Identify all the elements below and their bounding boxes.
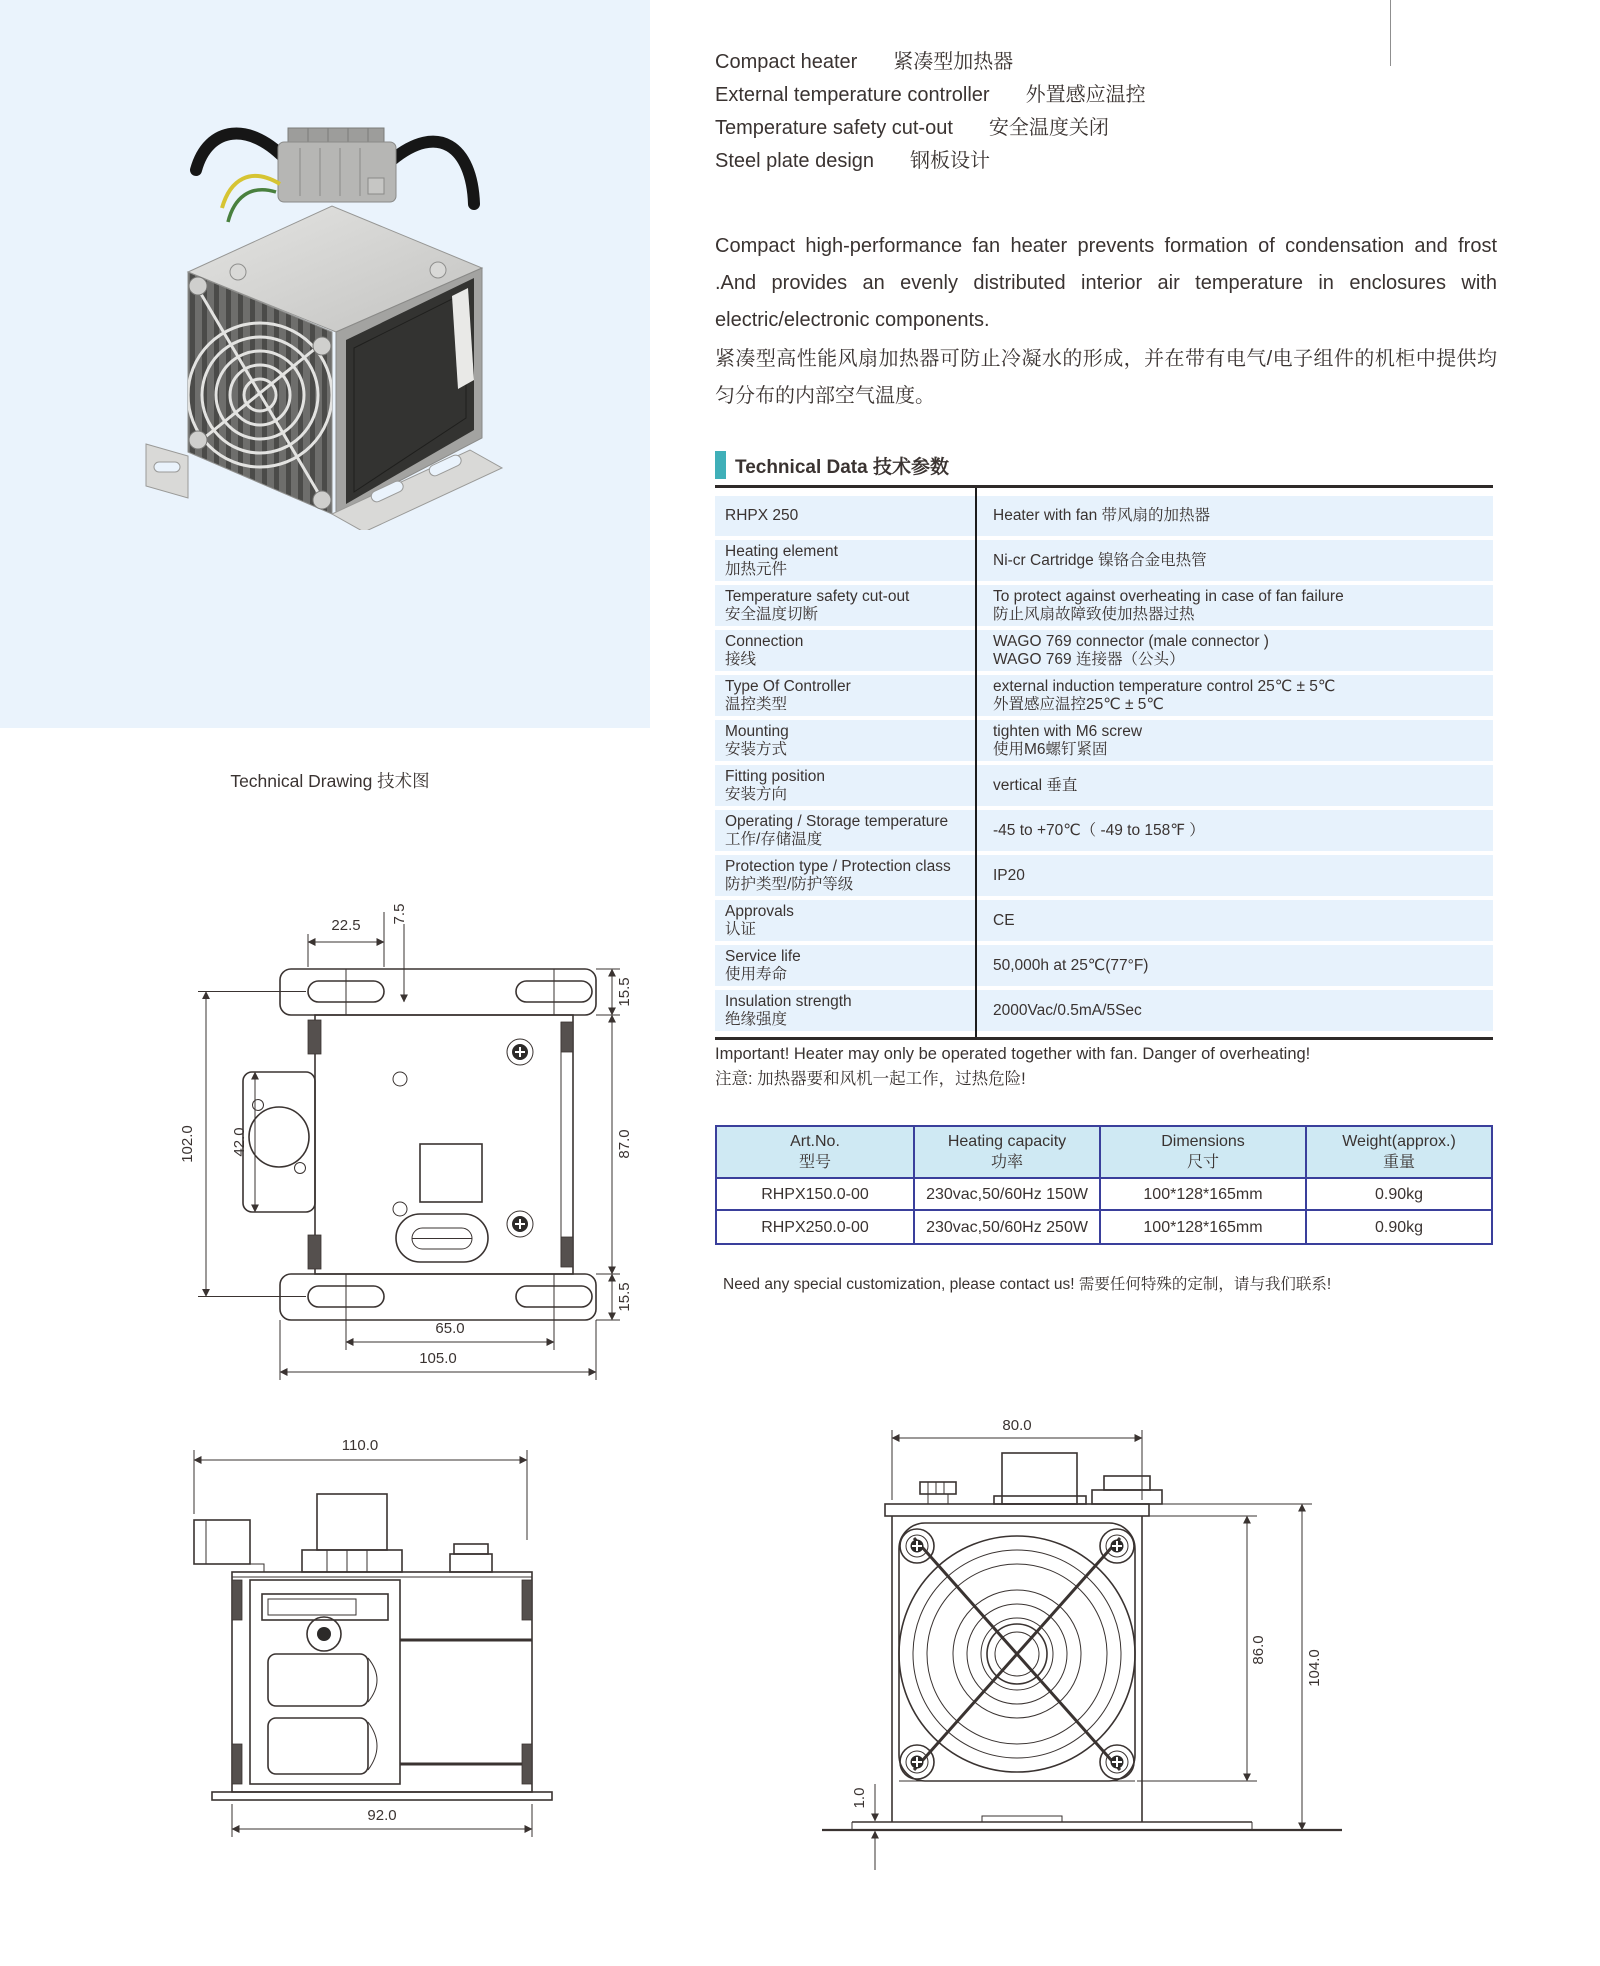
ordering-table [715,1125,1493,1245]
important-note-en: Important! Heater may only be operated together with fan. Danger of overheating! [715,1045,1311,1063]
order-cell: RHPX150.0-00 [717,1179,915,1211]
svg-text:105.0: 105.0 [419,1350,457,1367]
svg-text:65.0: 65.0 [435,1320,465,1337]
mounting-bracket-bottom [280,1274,596,1320]
side-view-outline [194,1494,552,1800]
order-cell: 0.90kg [1307,1179,1491,1211]
drawing-front-view [782,1378,1362,1883]
tech-data-table [715,485,1493,1040]
feature-line: Steel plate design 钢板设计 [715,150,991,172]
product-photo-panel [0,0,650,728]
technical-drawing-caption: Technical Drawing 技术图 [230,771,430,791]
dimension-lines [194,1437,532,1837]
table-row: Service life 使用寿命 50,000h at 25℃(77°F) [715,945,1493,986]
drawing-top-view [128,872,638,1397]
tech-data-title: Technical Data 技术参数 [735,456,949,478]
feature-line: External temperature controller 外置感应温控 [715,84,1146,106]
table-row: Connection 接线 WAGO 769 connector (male connector ) WAGO 769 连接器（公头） [715,630,1493,671]
dimension-lines [179,904,633,1380]
svg-text:104.0: 104.0 [1306,1649,1323,1687]
order-cell: 230vac,50/60Hz 250W [915,1211,1101,1243]
dimension-lines [851,1417,1323,1870]
table-row: Mounting 安装方式 tighten with M6 screw 使用M6螺钉紧固 [715,720,1493,761]
svg-text:1.0: 1.0 [851,1787,868,1809]
table-row: Type Of Controller 温控类型 external induction temperature control 25℃ ± 5℃ 外置感应温控25℃ ± 5℃ [715,675,1493,716]
order-cell: RHPX250.0-00 [717,1211,915,1243]
svg-text:92.0: 92.0 [367,1807,397,1824]
table-row: Approvals 认证 CE [715,900,1493,941]
page-corner-mark [1390,0,1391,66]
order-cell: 0.90kg [1307,1211,1491,1243]
svg-text:102.0: 102.0 [179,1125,196,1163]
fan-heater-product-photo [130,100,520,530]
table-row: Temperature safety cut-out 安全温度切断 To protect against overheating in case of fan failure 防止风扇故障致使加热器过热 [715,585,1493,626]
svg-text:87.0: 87.0 [616,1129,633,1159]
table-row: Fitting position 安装方向 vertical 垂直 [715,765,1493,806]
important-note-cn: 注意: 加热器要和风机一起工作，过热危险! [715,1070,1026,1088]
svg-text:42.0: 42.0 [231,1127,248,1157]
svg-text:80.0: 80.0 [1002,1417,1032,1434]
order-header-cell: Weight(approx.) 重量 [1307,1127,1491,1179]
table-column-divider [975,488,977,1037]
svg-text:15.5: 15.5 [616,1282,633,1312]
drawing-side-view [132,1422,582,1857]
table-row: Protection type / Protection class 防护类型/防护等级 IP20 [715,855,1493,896]
order-header-cell: Heating capacity 功率 [915,1127,1101,1179]
order-cell: 230vac,50/60Hz 150W [915,1179,1101,1211]
order-header-cell: Dimensions 尺寸 [1101,1127,1307,1179]
feature-line: Temperature safety cut-out 安全温度关闭 [715,117,1109,139]
screws [507,1039,533,1237]
section-marker [715,451,726,479]
svg-text:15.5: 15.5 [616,977,633,1007]
product-description [715,228,1497,415]
feature-list [715,46,1146,178]
description-en: Compact high-performance fan heater prevents formation of condensation and frost .And provides an evenly distributed interior air temperature in enclosures with electric/electronic components. [715,235,1497,331]
technical-data-section [715,450,1493,1040]
table-row: Insulation strength 绝缘强度 2000Vac/0.5mA/5Sec [715,990,1493,1031]
svg-text:22.5: 22.5 [331,917,361,934]
table-row: RHPX 250 Heater with fan 带风扇的加热器 [715,496,1493,536]
svg-text:86.0: 86.0 [1250,1635,1267,1665]
description-cn: 紧凑型高性能风扇加热器可防止冷凝水的形成，并在带有电气/电子组件的机柜中提供均匀分布的内部空气温度。 [715,348,1497,407]
table-row: Operating / Storage temperature 工作/存储温度 -45 to +70℃（ -49 to 158℉ ） [715,810,1493,851]
feature-line: Compact heater 紧凑型加热器 [715,51,1014,73]
order-header-cell: Art.No. 型号 [717,1127,915,1179]
svg-text:7.5: 7.5 [391,903,408,925]
mounting-bracket-top [280,969,596,1015]
svg-text:110.0: 110.0 [341,1437,379,1454]
important-note [715,1042,1310,1092]
green-wire [228,190,276,222]
section-header [715,450,1493,480]
fan-grille [899,1536,1135,1772]
customization-note: Need any special customization, please contact us! 需要任何特殊的定制，请与我们联系! [723,1276,1332,1293]
order-cell: 100*128*165mm [1101,1179,1307,1211]
wago-connector [278,128,396,202]
order-cell: 100*128*165mm [1101,1211,1307,1243]
table-row: Heating element 加热元件 Ni-cr Cartridge 镍铬合金电热管 [715,540,1493,581]
